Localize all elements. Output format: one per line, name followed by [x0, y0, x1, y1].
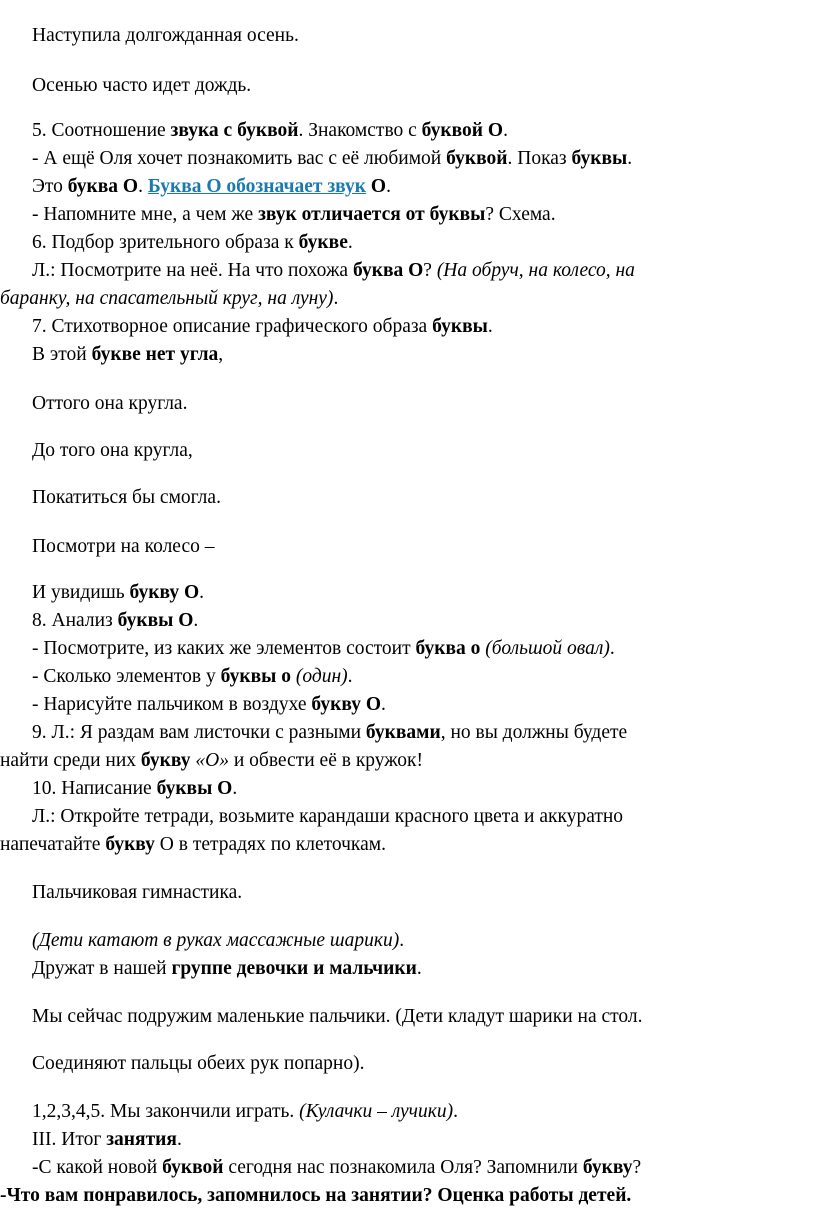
text-run: . Показ: [507, 148, 572, 169]
paragraph-line: [32, 693, 386, 717]
paragraph-line: [32, 957, 422, 981]
text-run: О в тетрадях по клеточкам.: [154, 834, 386, 855]
bold-text: занятии: [351, 1185, 423, 1206]
italic-text: (Дети катают в руках массажные шарики): [32, 930, 400, 951]
text-run: III. Итог: [32, 1129, 107, 1150]
bold-text: букву: [105, 834, 155, 855]
text-run: ?: [423, 260, 437, 281]
text-run: .: [416, 958, 422, 979]
text-run: 5. Соотношение: [32, 120, 171, 141]
paragraph-line: [32, 1156, 641, 1180]
text-run: Мы сейчас подружим маленькие пальчики. (Дети кладут шарики на стол.: [32, 1006, 643, 1027]
bold-text: буквой: [162, 1157, 224, 1178]
text-run: 1,2,3,4,5. Мы закончили играть.: [32, 1101, 300, 1122]
text-run: .: [487, 316, 493, 337]
paragraph-line: [0, 1184, 631, 1208]
text-run: И увидишь: [32, 582, 130, 603]
text-run: .: [333, 288, 339, 309]
paragraph-line: [32, 439, 193, 463]
text-run: 9. Л.: Я раздам вам листочки с разными: [32, 722, 366, 743]
paragraph-line: [0, 833, 386, 857]
bold-text: буква о: [415, 638, 481, 659]
text-run: .: [193, 610, 199, 631]
text-run: Это: [32, 176, 68, 197]
text-run: .: [138, 176, 148, 197]
text-run: Дружат в нашей: [32, 958, 172, 979]
bold-text: группе девочки и мальчики: [171, 958, 417, 979]
paragraph-line: [32, 637, 615, 661]
paragraph-line: [32, 24, 299, 48]
paragraph-line: [0, 287, 338, 311]
hyperlink[interactable]: Буква О обозначает звук: [147, 176, 367, 197]
paragraph-line: [32, 721, 627, 745]
bold-text: букву: [140, 750, 191, 771]
italic-text: (один): [295, 666, 348, 687]
text-run: Осенью часто идет дождь.: [32, 75, 252, 96]
italic-text: (большой овал): [485, 638, 610, 659]
text-run: Посмотри на колесо –: [32, 536, 215, 557]
bold-text: занятия: [106, 1129, 177, 1150]
paragraph-line: [32, 1052, 364, 1076]
text-run: .: [176, 1129, 182, 1150]
paragraph-line: [32, 486, 221, 510]
text-run: .: [627, 148, 633, 169]
text-run: ,: [218, 344, 224, 365]
paragraph-line: [32, 535, 214, 559]
text-run: 7. Стихотворное описание графического образа: [32, 316, 433, 337]
text-run: - Напомните мне, а чем же: [32, 204, 259, 225]
text-run: .: [232, 778, 238, 799]
text-run: Л.: Посмотрите на неё. На что похожа: [32, 260, 353, 281]
bold-text: буквами: [365, 722, 441, 743]
paragraph-line: [32, 777, 237, 801]
text-run: сегодня нас познакомила Оля? Запомнили: [223, 1157, 583, 1178]
bold-text: букве нет угла: [91, 344, 219, 365]
text-run: 6. Подбор зрительного образа к: [32, 232, 299, 253]
text-run: , но вы должны будете: [440, 722, 628, 743]
bold-text: буквы: [571, 148, 628, 169]
paragraph-line: [32, 881, 242, 905]
bold-text: букву: [582, 1157, 633, 1178]
text-run: ?: [632, 1157, 642, 1178]
paragraph-line: [32, 74, 251, 98]
paragraph-line: [32, 175, 391, 199]
bold-text: буквой: [446, 148, 508, 169]
paragraph-line: [32, 1128, 182, 1152]
paragraph-line: [32, 609, 198, 633]
bold-text: звук отличается от буквы: [258, 204, 486, 225]
text-run: - Нарисуйте пальчиком в воздухе: [32, 694, 312, 715]
paragraph-line: [32, 1100, 458, 1124]
paragraph-line: [32, 392, 187, 416]
bold-text: буквой О: [421, 120, 504, 141]
text-run: . Знакомство с: [298, 120, 422, 141]
paragraph-line: [32, 581, 204, 605]
text-run: Наступила долгожданная осень.: [32, 25, 299, 46]
paragraph-line: [32, 315, 493, 339]
text-run: найти среди них: [0, 750, 141, 771]
text-run: .: [347, 232, 353, 253]
paragraph-line: [32, 119, 508, 143]
text-run: - Посмотрите, из каких же элементов состоит: [32, 638, 416, 659]
text-run: напечатайте: [0, 834, 106, 855]
paragraph-line: [32, 231, 353, 255]
bold-text: буквы О: [156, 778, 233, 799]
text-run: Пальчиковая гимнастика.: [32, 882, 243, 903]
bold-text: звука с буквой: [170, 120, 299, 141]
paragraph-line: [32, 665, 353, 689]
text-run: .: [609, 638, 615, 659]
text-run: .: [381, 694, 386, 715]
bold-text: буквы О: [117, 610, 194, 631]
text-run: .: [199, 582, 205, 603]
text-run: Покатиться бы смогла.: [32, 487, 221, 508]
bold-text: буква О: [352, 260, 424, 281]
bold-text: ? Оценка работы детей.: [422, 1185, 632, 1206]
text-run: .: [453, 1101, 458, 1122]
bold-text: буква О: [67, 176, 139, 197]
paragraph-line: [32, 343, 223, 367]
text-run: .: [347, 666, 353, 687]
text-run: .: [399, 930, 405, 951]
paragraph-line: [32, 203, 556, 227]
bold-text: О: [370, 176, 387, 197]
bold-text: букву О: [311, 694, 382, 715]
italic-text: баранку, на спасательный круг, на луну): [0, 288, 334, 309]
text-run: .: [503, 120, 508, 141]
paragraph-line: [32, 805, 623, 829]
text-run: Л.: Откройте тетради, возьмите карандаши красного цвета и аккуратно: [32, 806, 624, 827]
text-run: В этой: [32, 344, 92, 365]
paragraph-line: [32, 259, 635, 283]
bold-text: букву О: [129, 582, 200, 603]
paragraph-line: [32, 147, 632, 171]
italic-text: (На обруч, на колесо, на: [436, 260, 635, 281]
text-run: До того она кругла,: [32, 440, 193, 461]
bold-text: -Что вам понравилось, запомнилось на: [0, 1185, 352, 1206]
paragraph-line: [0, 749, 423, 773]
bold-text: букве: [298, 232, 348, 253]
text-run: -С какой новой: [32, 1157, 163, 1178]
text-run: ? Схема.: [485, 204, 556, 225]
bold-text: буквы о: [220, 666, 292, 687]
text-run: - А ещё Оля хочет познакомить вас с её любимой: [32, 148, 447, 169]
text-run: Соединяют пальцы обеих рук попарно).: [32, 1053, 365, 1074]
text-run: 8. Анализ: [32, 610, 118, 631]
text-run: .: [386, 176, 391, 197]
bold-text: буквы: [432, 316, 488, 337]
paragraph-line: [32, 1005, 643, 1029]
text-run: Оттого она кругла.: [32, 393, 188, 414]
italic-text: (Кулачки – лучики): [299, 1101, 454, 1122]
text-run: 10. Написание: [32, 778, 157, 799]
text-run: - Сколько элементов у: [32, 666, 221, 687]
text-run: и обвести её в кружок!: [228, 750, 423, 771]
paragraph-line: [32, 929, 404, 953]
italic-text: «О»: [195, 750, 229, 771]
